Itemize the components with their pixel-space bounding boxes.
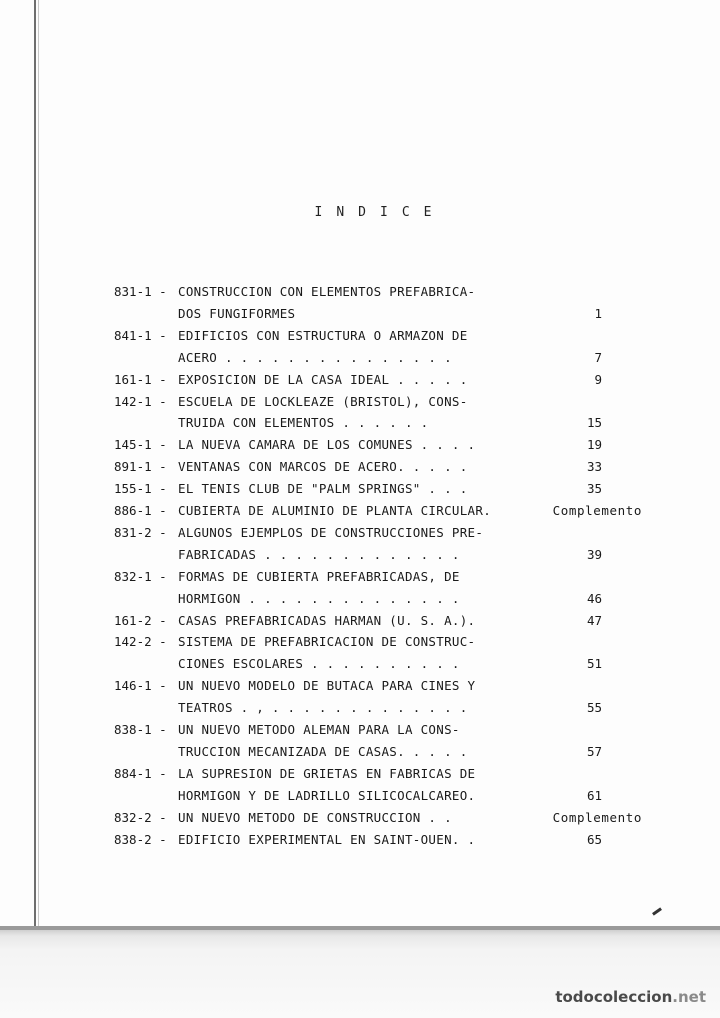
toc-entry-code: 145-1 - [114, 437, 167, 453]
toc-entry-title: CASAS PREFABRICADAS HARMAN (U. S. A.). [178, 612, 476, 628]
toc-entry-title: ESCUELA DE LOCKLEAZE (BRISTOL), CONS- [178, 393, 468, 409]
toc-entry-code: 884-1 - [114, 765, 167, 781]
toc-entry-line [0, 676, 720, 696]
toc-entry-code: 838-1 - [114, 722, 167, 737]
toc-entry-title: TEATROS . , . . . . . . . . . . . . . [178, 700, 468, 716]
toc-entry-title: UN NUEVO METODO DE CONSTRUCCION . . [178, 809, 452, 825]
toc-entry-line [0, 764, 720, 784]
toc-entry-line [0, 589, 720, 609]
toc-entry-page: 51 [586, 656, 602, 672]
toc-entry-title: FORMAS DE CUBIERTA PREFABRICADAS, DE [178, 568, 460, 584]
toc-entry-page: 61 [586, 787, 602, 803]
toc-entry-line [0, 523, 720, 543]
toc-entry-title: EL TENIS CLUB DE "PALM SPRINGS" . . . [178, 481, 468, 497]
toc-entry-page: Complemento [552, 503, 642, 518]
toc-entry-title: CUBIERTA DE ALUMINIO DE PLANTA CIRCULAR. [178, 503, 492, 518]
toc-entry-code: 142-2 - [114, 634, 167, 650]
toc-entry-code: 841-1 - [114, 327, 167, 343]
toc-entry-line [0, 348, 720, 368]
toc-entry-line [0, 370, 720, 390]
watermark-brand: todocoleccion [555, 988, 673, 1006]
toc-entry-line [0, 501, 720, 521]
toc-entry-code: 832-1 - [114, 568, 167, 584]
toc-entry-page: 39 [586, 546, 602, 562]
toc-entry-line [0, 742, 720, 762]
toc-entry-code: 832-2 - [114, 809, 167, 825]
toc-entry-line [0, 479, 720, 499]
toc-entry-title: EXPOSICION DE LA CASA IDEAL . . . . . [178, 371, 468, 387]
toc-entry-page: 9 [594, 371, 602, 387]
toc-entry-title: EDIFICIO EXPERIMENTAL EN SAINT-OUEN. . [178, 831, 476, 847]
toc-entry-code: 161-2 - [114, 612, 167, 628]
toc-entry-code: 886-1 - [114, 503, 167, 518]
toc-entry-line [0, 435, 720, 455]
toc-entry-line [0, 611, 720, 631]
watermark-suffix: .net [672, 988, 706, 1006]
toc-entry-title: VENTANAS CON MARCOS DE ACERO. . . . . [178, 459, 468, 475]
toc-entry-line [0, 698, 720, 718]
toc-entry-code: 831-2 - [114, 524, 167, 540]
toc-entry-page: 57 [586, 743, 602, 759]
toc-entry-title: LA NUEVA CAMARA DE LOS COMUNES . . . . [178, 437, 476, 453]
toc-entry-page: 19 [586, 437, 602, 453]
toc-entry-page: 15 [586, 415, 602, 431]
toc-entry-page: 47 [586, 612, 602, 628]
toc-entry-title: TRUCCION MECANIZADA DE CASAS. . . . . [178, 743, 468, 759]
toc-entry-line [0, 545, 720, 565]
toc-entry-title: ALGUNOS EJEMPLOS DE CONSTRUCCIONES PRE- [178, 524, 484, 540]
toc-entry-line [0, 282, 720, 302]
toc-entry-page: 55 [586, 700, 602, 716]
toc-entry-line [0, 632, 720, 652]
toc-entry-line [0, 413, 720, 433]
toc-entry-title: UN NUEVO METODO ALEMAN PARA LA CONS- [178, 722, 460, 737]
toc-entry-title: CONSTRUCCION CON ELEMENTOS PREFABRICA- [178, 284, 476, 299]
toc-entry-line [0, 326, 720, 346]
toc-entry-line [0, 567, 720, 587]
toc-entry-code: 161-1 - [114, 371, 167, 387]
toc-entry-page: 46 [586, 590, 602, 606]
page-title: INDICE [314, 205, 446, 220]
toc-entry-title: CIONES ESCOLARES . . . . . . . . . . [178, 656, 460, 672]
toc-entry-page: Complemento [552, 809, 642, 825]
toc-entry-title: HORMIGON . . . . . . . . . . . . . . [178, 590, 460, 606]
toc-entry-line [0, 457, 720, 477]
toc-entry-line [0, 830, 720, 850]
toc-entry-title: UN NUEVO MODELO DE BUTACA PARA CINES Y [178, 678, 476, 694]
toc-entry-code: 838-2 - [114, 831, 167, 847]
toc-entry-page: 7 [594, 349, 602, 365]
toc-entry-title: SISTEMA DE PREFABRICACION DE CONSTRUC- [178, 634, 476, 650]
toc-entry-code: 891-1 - [114, 459, 167, 475]
toc-entry-code: 142-1 - [114, 393, 167, 409]
toc-entry-code: 155-1 - [114, 481, 167, 497]
toc-entry-title: TRUIDA CON ELEMENTOS . . . . . . [178, 415, 429, 431]
toc-entry-title: HORMIGON Y DE LADRILLO SILICOCALCAREO. [178, 787, 476, 803]
toc-entry-line [0, 808, 720, 828]
toc-entry-title: LA SUPRESION DE GRIETAS EN FABRICAS DE [178, 765, 476, 781]
toc-entry-line [0, 392, 720, 412]
scan-mark [652, 907, 662, 915]
toc-entry-page: 33 [586, 459, 602, 475]
toc-entry-page: 1 [594, 305, 602, 321]
toc-entry-line [0, 786, 720, 806]
toc-entry-code: 146-1 - [114, 678, 167, 694]
toc-entry-line [0, 720, 720, 740]
toc-entry-line [0, 654, 720, 674]
toc-entry-line [0, 304, 720, 324]
toc-entry-page: 35 [586, 481, 602, 497]
watermark [555, 988, 706, 1006]
toc-entry-code: 831-1 - [114, 284, 167, 299]
toc-entry-page: 65 [586, 831, 602, 847]
toc-entry-title: DOS FUNGIFORMES [178, 305, 296, 321]
toc-entry-title: FABRICADAS . . . . . . . . . . . . . [178, 546, 460, 562]
toc-entry-title: EDIFICIOS CON ESTRUCTURA O ARMAZON DE [178, 327, 468, 343]
toc-entry-title: ACERO . . . . . . . . . . . . . . . [178, 349, 452, 365]
